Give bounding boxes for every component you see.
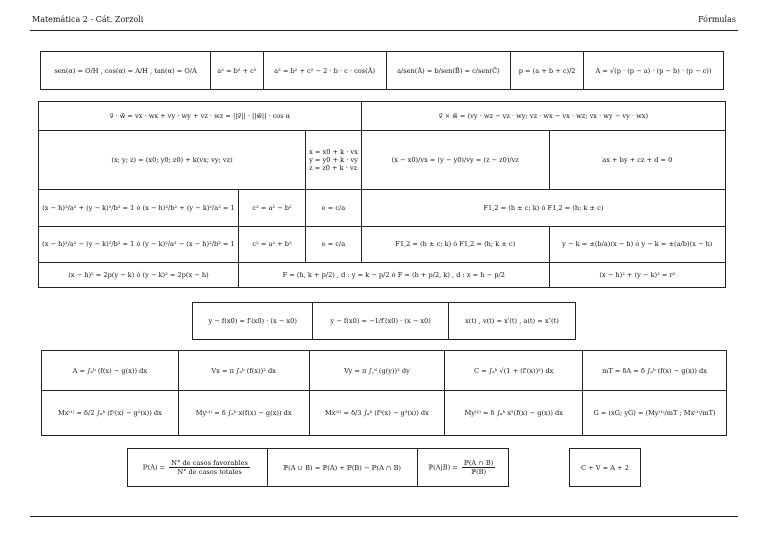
pythagoras: a² = b² + c² — [211, 52, 264, 90]
line-symmetric: (x − x0)/vx = (y − y0)/vy = (z − z0)/vz — [361, 131, 549, 190]
integrals-row-2 — [42, 391, 727, 436]
heron-formula: A = √(p · (p − a) · (p − b) · (p − c)) — [583, 52, 723, 90]
conditional-probability — [417, 449, 508, 487]
semiperimeter: p = (a + b + c)/2 — [511, 52, 584, 90]
kinematics: x(t) , v(t) = x′(t) , a(t) = x″(t) — [448, 303, 575, 340]
hyperbola-row — [39, 226, 726, 262]
euler-formula: C + V = A + 2 — [570, 449, 641, 487]
line-plane-row — [39, 131, 726, 190]
moment-x2: Mx⁽²⁾ = δ/3 ∫ₐᵇ (f³(x) − g³(x)) dx — [309, 391, 445, 436]
prob-a-denominator: N° de casos totales — [177, 468, 242, 476]
cond-lhs: ℙ(A|B) = — [428, 463, 458, 472]
union-rule: ℙ(A ∪ B) = ℙ(A) + ℙ(B) − ℙ(A ∩ B) — [267, 449, 417, 487]
line-parametric — [306, 131, 362, 190]
param-z: z = z0 + k · vz — [309, 164, 358, 173]
euler-table — [569, 448, 641, 487]
integrals-table — [41, 350, 727, 436]
parabola-row — [39, 263, 726, 288]
tangent-line: y − f(x0) = f′(x0) · (x − x0) — [193, 303, 313, 340]
prob-a-fraction — [169, 459, 250, 476]
vector-products-row — [39, 102, 726, 131]
dot-product: v⃗ · w⃗ = vx · wx + vy · wy + vz · wz = ||v⃗|| · ||w⃗|| · cos α — [39, 102, 362, 131]
hyperbola-eccentricity: e = c/a — [306, 226, 362, 262]
header-right: Fórmulas — [698, 15, 736, 24]
line-vector-eq: (x; y; z) = (x0; y0; z0) + k(vx; vy; vz) — [39, 131, 306, 190]
law-of-sines: a/sen(Â) = b/sen(B̂) = c/sen(Ĉ) — [386, 52, 511, 90]
volume-x-integral: Vx = π ∫ₐᵇ (f(x))² dx — [178, 351, 309, 391]
hyperbola-foci: F1,2 = (h ± c; k) ó F1,2 = (h; k ± c) — [361, 226, 549, 262]
volume-y-integral: Vy = π ∫꜀ᵈ (g(y))² dy — [309, 351, 445, 391]
prob-a-numerator: N° de casos favorables — [171, 459, 248, 467]
parabola-eq: (x − h)² = 2p(y − k) ó (y − k)² = 2p(x − h) — [39, 263, 239, 288]
cond-numerator: ℙ(A ∩ B) — [463, 459, 494, 467]
param-y: y = y0 + k · vy — [309, 156, 358, 165]
plane-eq: ax + by + cz + d = 0 — [549, 131, 725, 190]
centroid: G = (xG; yG) = (My⁽¹⁾/mT ; Mx⁽¹⁾/mT) — [583, 391, 727, 436]
ellipse-eccentricity: e = c/a — [306, 190, 362, 226]
footer-rule — [30, 516, 738, 517]
cond-fraction — [462, 459, 495, 476]
trig-ratios: sen(α) = O/H , cos(α) = A/H , tan(α) = O/A — [41, 52, 211, 90]
moment-y1: My⁽¹⁾ = δ ∫ₐᵇ x(f(x) − g(x)) dx — [178, 391, 309, 436]
tangent-table — [192, 302, 576, 340]
circle-eq: (x − h)² + (y − k)² = r² — [549, 263, 725, 288]
area-integral: A = ∫ₐᵇ (f(x) − g(x)) dx — [42, 351, 179, 391]
mass-integral: mT = δA = δ ∫ₐᵇ (f(x) − g(x)) dx — [583, 351, 727, 391]
hyperbola-eq: (x − h)²/a² − (y − k)²/b² = 1 ó (y − k)²/a² − (x − h)²/b² = 1 — [39, 226, 239, 262]
law-of-cosines: a² = b² + c² − 2 · b · c · cos(Â) — [263, 52, 386, 90]
param-x: x = x0 + k · vx — [309, 148, 358, 157]
probability-table — [127, 448, 509, 487]
parabola-focus-directrix: F = (h, k + p/2) , d : y = k − p/2 ó F = (h + p/2, k) , d : x = h − p/2 — [238, 263, 549, 288]
cross-product: v⃗ × w⃗ = (vy · wz − vz · wy; vz · wx − vx · wz; vx · wy − vy · wx) — [361, 102, 725, 131]
integrals-row-1 — [42, 351, 727, 391]
cond-denominator: ℙ(B) — [471, 468, 487, 476]
classical-probability — [128, 449, 268, 487]
prob-a-lhs: ℙ(A) = — [142, 463, 166, 472]
header-rule — [30, 30, 738, 31]
tangent-row — [193, 303, 576, 340]
header-left: Matemática 2 - Cát. Zorzoli — [32, 15, 144, 24]
hyperbola-asymptotes: y − k = ±(b/a)(x − h) ó y − k = ±(a/b)(x − h) — [549, 226, 725, 262]
normal-line: y − f(x0) = −1/f′(x0) · (x − x0) — [313, 303, 448, 340]
moment-y2: My⁽²⁾ = δ ∫ₐᵇ x²(f(x) − g(x)) dx — [445, 391, 583, 436]
hyperbola-relation: c² = a² + b² — [238, 226, 305, 262]
ellipse-row — [39, 190, 726, 226]
moment-x1: Mx⁽¹⁾ = δ/2 ∫ₐᵇ (f²(x) − g²(x)) dx — [42, 391, 179, 436]
ellipse-relation: c² = a² − b² — [238, 190, 305, 226]
ellipse-eq: (x − h)²/a² + (y − k)²/b² = 1 ó (x − h)²/b² + (y − k)²/a² = 1 — [39, 190, 239, 226]
trig-row — [41, 52, 724, 90]
trig-table — [40, 51, 724, 90]
euler-row — [570, 449, 641, 487]
probability-row — [128, 449, 509, 487]
arc-length-integral: C = ∫ₐᵇ √(1 + (f′(x))²) dx — [445, 351, 583, 391]
ellipse-foci: F1,2 = (h ± c; k) ó F1,2 = (h; k ± c) — [361, 190, 725, 226]
conics-table — [38, 101, 726, 288]
